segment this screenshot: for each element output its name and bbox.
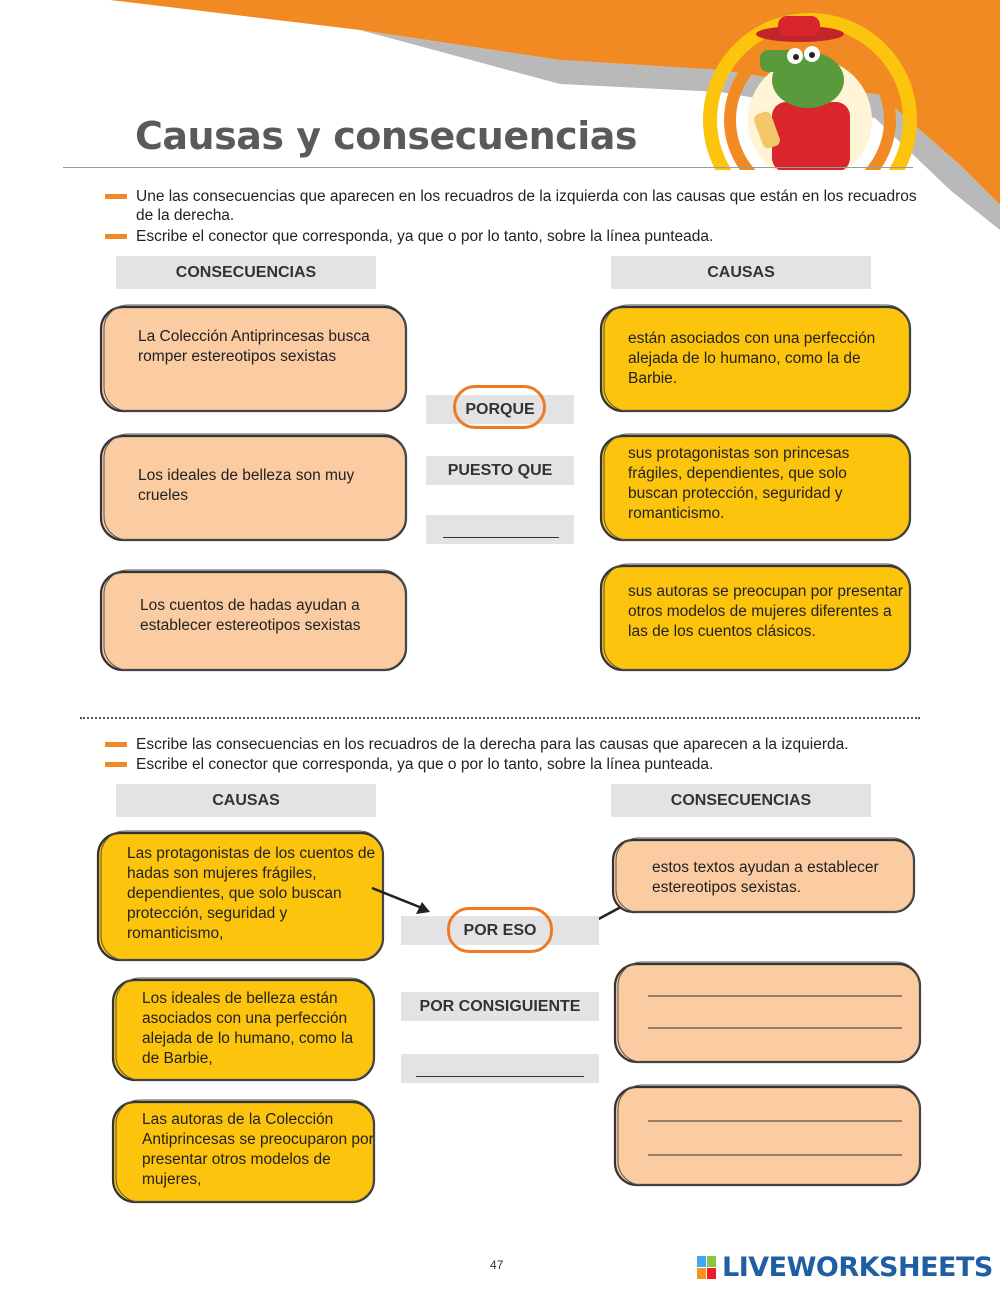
- bullet-icon: [105, 194, 127, 199]
- bullet-icon: [105, 234, 127, 239]
- cause-card-s2-2[interactable]: [110, 976, 378, 1084]
- liveworksheets-logo[interactable]: LIVEWORKSHEETS: [722, 1252, 993, 1283]
- consequence-card-3[interactable]: [98, 568, 410, 674]
- instruction-text: Une las consecuencias que aparecen en los recuadros de la izquierda con las causas que están en los recuadros de la derecha.: [136, 188, 917, 224]
- bullet-icon: [105, 762, 127, 767]
- instruction-text: Escribe el conector que corresponda, ya que o por lo tanto, sobre la línea punteada.: [136, 228, 714, 245]
- connector-label-s2-1: POR ESO: [463, 922, 537, 939]
- instruction-3: [105, 735, 935, 754]
- cause-card-s2-1[interactable]: [95, 829, 387, 964]
- section-divider: [80, 717, 920, 719]
- card-text: Los ideales de belleza están asociados con una perfección alejada de lo humano, como la de Barbie,: [142, 990, 354, 1067]
- title-divider: [63, 167, 913, 168]
- page-title: Causas y consecuencias: [135, 114, 637, 158]
- connector-label-s2-2[interactable]: POR CONSIGUIENTE: [401, 992, 599, 1021]
- liveworksheets-logo-icon: [697, 1256, 717, 1280]
- blank-line: [443, 537, 559, 538]
- card-text: Las protagonistas de los cuentos de hadas son mujeres frágiles, dependientes, que solo buscan protección, seguridad y romanticismo,: [127, 845, 376, 942]
- page-number: 47: [490, 1258, 504, 1272]
- blank-line: [416, 1076, 584, 1077]
- consequence-card-2[interactable]: [98, 432, 410, 544]
- cause-card-s2-3[interactable]: [110, 1098, 378, 1206]
- card-outline: [612, 1083, 924, 1189]
- header-consecuencias: CONSECUENCIAS: [116, 256, 376, 289]
- card-text: Los ideales de belleza son muy crueles: [138, 467, 355, 504]
- consequence-card-1[interactable]: [98, 303, 410, 415]
- cause-card-3[interactable]: [598, 562, 914, 674]
- consequence-card-s2-1[interactable]: [610, 836, 918, 916]
- card-text: Las autoras de la Colección Antiprincesas se preocuparon por presentar otros modelos de mujeres,: [142, 1111, 374, 1188]
- header-causas-2: CAUSAS: [116, 784, 376, 817]
- instruction-4: [105, 755, 925, 774]
- bullet-icon: [105, 742, 127, 747]
- card-text: sus protagonistas son princesas frágiles, dependientes, que solo buscan protección, seguridad y romanticismo.: [628, 445, 850, 522]
- card-text: están asociados con una perfección alejada de lo humano, como la de Barbie.: [628, 330, 876, 387]
- crocodile-mascot-icon: [700, 10, 920, 170]
- cause-card-2[interactable]: [598, 432, 914, 544]
- card-text: La Colección Antiprincesas busca romper estereotipos sexistas: [138, 328, 370, 365]
- card-text: estos textos ayudan a establecer estereotipos sexistas.: [652, 859, 879, 896]
- consequence-card-s2-2[interactable]: [612, 960, 924, 1066]
- instruction-text: Escribe las consecuencias en los recuadros de la derecha para las causas que aparecen a la izquierda.: [136, 736, 849, 753]
- consequence-card-s2-3[interactable]: [612, 1083, 924, 1189]
- instruction-1: [105, 187, 925, 225]
- connector-label-1: PORQUE: [465, 401, 535, 418]
- cause-card-1[interactable]: [598, 303, 914, 415]
- header-consecuencias-2: CONSECUENCIAS: [611, 784, 871, 817]
- card-outline: [612, 960, 924, 1066]
- card-text: Los cuentos de hadas ayudan a establecer estereotipos sexistas: [140, 597, 361, 634]
- instruction-2: [105, 227, 925, 246]
- connector-slot-s2-3[interactable]: [401, 1054, 599, 1083]
- instruction-text: Escribe el conector que corresponda, ya que o por lo tanto, sobre la línea punteada.: [136, 756, 714, 773]
- card-text: sus autoras se preocupan por presentar otros modelos de mujeres diferentes a las de los cuentos clásicos.: [628, 583, 903, 640]
- connector-slot-3[interactable]: [426, 515, 574, 544]
- arrow-icon: [370, 880, 440, 920]
- header-causas: CAUSAS: [611, 256, 871, 289]
- connector-label-2[interactable]: PUESTO QUE: [426, 456, 574, 485]
